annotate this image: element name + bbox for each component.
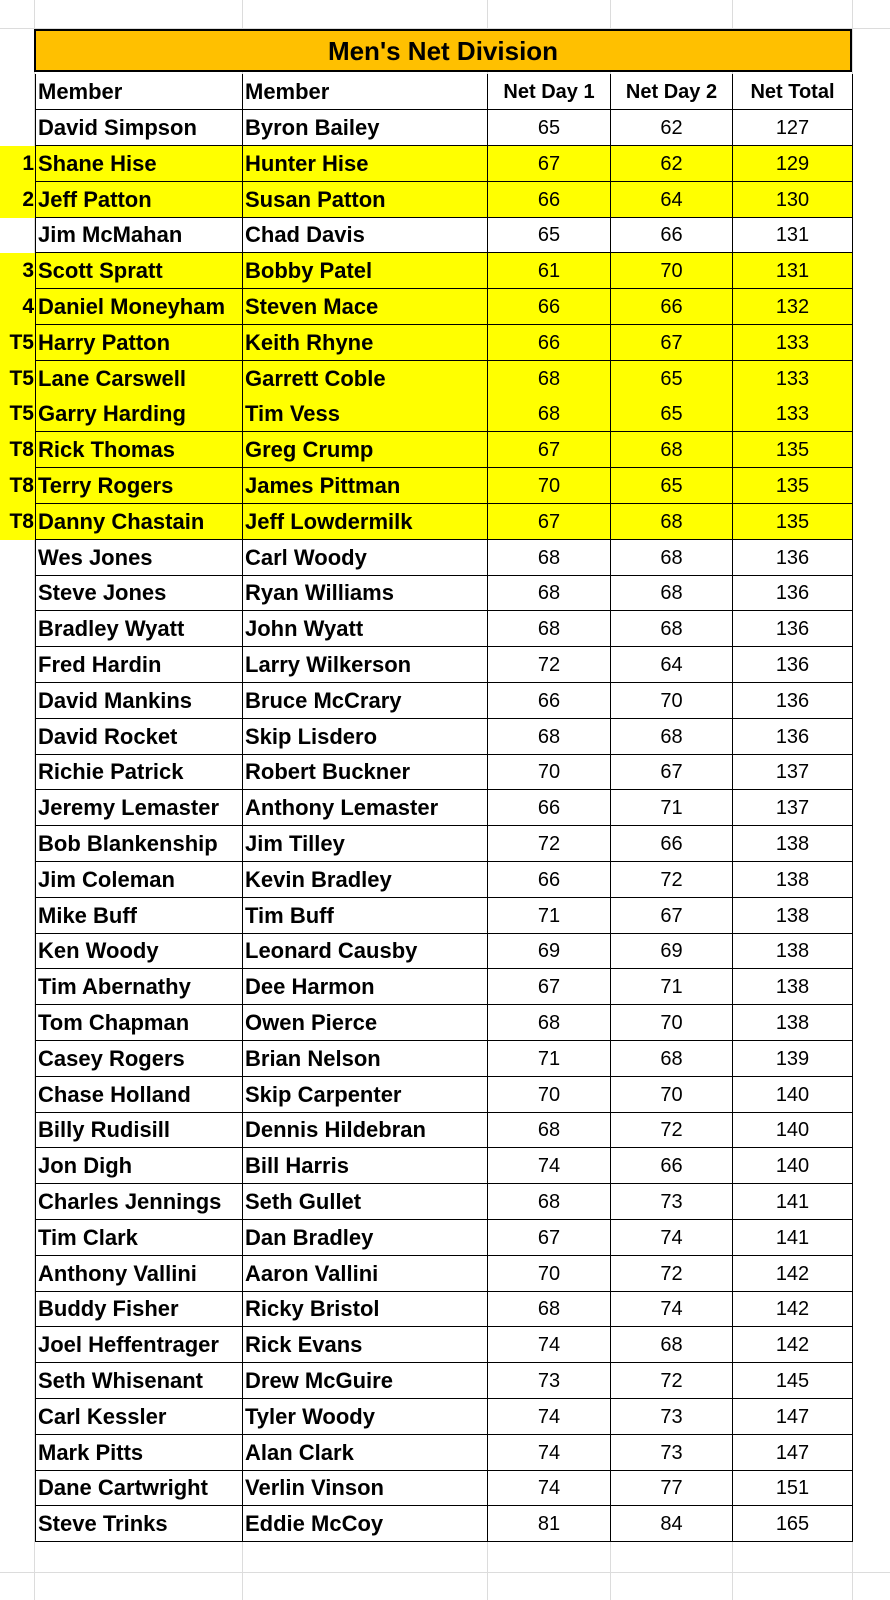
net-total-cell: 151 xyxy=(733,1470,853,1506)
net-day-2-cell: 74 xyxy=(611,1291,733,1327)
member-1-cell: Fred Hardin xyxy=(35,647,243,683)
net-total-cell: 136 xyxy=(733,647,853,683)
member-1-cell: Dane Cartwright xyxy=(35,1470,243,1506)
member-1-cell: Jon Digh xyxy=(35,1148,243,1184)
rank-cell xyxy=(0,1184,35,1220)
rank-cell: T5 xyxy=(0,325,35,361)
net-day-1-cell: 70 xyxy=(488,1256,611,1292)
net-day-2-cell: 68 xyxy=(611,1041,733,1077)
member-1-cell: Harry Patton xyxy=(35,325,243,361)
net-day-2-cell: 84 xyxy=(611,1506,733,1542)
table-row xyxy=(0,719,853,755)
table-row xyxy=(0,504,853,540)
net-total-cell: 142 xyxy=(733,1327,853,1363)
net-total-cell: 135 xyxy=(733,468,853,504)
rank-cell xyxy=(0,1327,35,1363)
member-1-cell: Shane Hise xyxy=(35,146,243,182)
net-day-2-cell: 68 xyxy=(611,719,733,755)
net-day-1-cell: 66 xyxy=(488,683,611,719)
member-1-cell: Mark Pitts xyxy=(35,1435,243,1471)
member-2-cell: Greg Crump xyxy=(243,432,488,468)
table-row xyxy=(0,1041,853,1077)
net-day-2-cell: 65 xyxy=(611,468,733,504)
net-total-cell: 139 xyxy=(733,1041,853,1077)
member-1-cell: Garry Harding xyxy=(35,396,243,432)
table-row xyxy=(0,1148,853,1184)
net-total-cell: 135 xyxy=(733,432,853,468)
net-day-1-cell: 69 xyxy=(488,933,611,969)
net-day-1-cell: 66 xyxy=(488,182,611,218)
net-total-cell: 137 xyxy=(733,790,853,826)
net-day-1-cell: 74 xyxy=(488,1470,611,1506)
net-total-cell: 138 xyxy=(733,826,853,862)
member-1-cell: Lane Carswell xyxy=(35,361,243,397)
net-total-cell: 138 xyxy=(733,1005,853,1041)
net-day-1-cell: 74 xyxy=(488,1327,611,1363)
net-total-cell: 147 xyxy=(733,1399,853,1435)
rank-cell xyxy=(0,1148,35,1184)
table-row xyxy=(0,862,853,898)
table-row xyxy=(0,468,853,504)
net-day-2-cell: 70 xyxy=(611,1005,733,1041)
member-1-cell: Jeremy Lemaster xyxy=(35,790,243,826)
member-2-cell: Brian Nelson xyxy=(243,1041,488,1077)
net-total-cell: 165 xyxy=(733,1506,853,1542)
rank-cell xyxy=(0,575,35,611)
net-day-1-cell: 65 xyxy=(488,110,611,146)
member-1-cell: Scott Spratt xyxy=(35,253,243,289)
member-1-cell: Seth Whisenant xyxy=(35,1363,243,1399)
net-day-1-cell: 71 xyxy=(488,898,611,934)
rank-cell xyxy=(0,1435,35,1471)
division-title: Men's Net Division xyxy=(34,29,852,72)
table-row xyxy=(0,969,853,1005)
net-total-cell: 133 xyxy=(733,361,853,397)
table-row xyxy=(0,1291,853,1327)
net-day-2-cell: 66 xyxy=(611,217,733,253)
member-2-cell: Seth Gullet xyxy=(243,1184,488,1220)
member-1-cell: Steve Jones xyxy=(35,575,243,611)
net-day-2-cell: 64 xyxy=(611,182,733,218)
net-day-1-cell: 66 xyxy=(488,325,611,361)
member-2-cell: Byron Bailey xyxy=(243,110,488,146)
member-2-cell: John Wyatt xyxy=(243,611,488,647)
member-2-cell: Rick Evans xyxy=(243,1327,488,1363)
member-2-cell: Bruce McCrary xyxy=(243,683,488,719)
table-row xyxy=(0,253,853,289)
member-2-cell: Alan Clark xyxy=(243,1435,488,1471)
rank-cell: 3 xyxy=(0,253,35,289)
member-2-cell: Keith Rhyne xyxy=(243,325,488,361)
member-2-cell: Bobby Patel xyxy=(243,253,488,289)
net-day-1-cell: 68 xyxy=(488,1291,611,1327)
net-total-cell: 133 xyxy=(733,396,853,432)
net-day-1-cell: 74 xyxy=(488,1435,611,1471)
member-1-cell: Tom Chapman xyxy=(35,1005,243,1041)
net-day-1-cell: 66 xyxy=(488,790,611,826)
table-row xyxy=(0,396,853,432)
table-row xyxy=(0,325,853,361)
rank-cell: T8 xyxy=(0,504,35,540)
net-day-2-cell: 66 xyxy=(611,1148,733,1184)
net-day-1-cell: 66 xyxy=(488,289,611,325)
table-row xyxy=(0,647,853,683)
member-1-cell: Charles Jennings xyxy=(35,1184,243,1220)
rank-cell: 4 xyxy=(0,289,35,325)
rank-cell xyxy=(0,647,35,683)
rank-cell xyxy=(0,683,35,719)
rank-cell xyxy=(0,540,35,576)
member-1-cell: Wes Jones xyxy=(35,540,243,576)
member-1-cell: Mike Buff xyxy=(35,898,243,934)
net-day-1-cell: 70 xyxy=(488,468,611,504)
net-day-2-cell: 72 xyxy=(611,1256,733,1292)
rank-cell xyxy=(0,611,35,647)
net-day-1-cell: 81 xyxy=(488,1506,611,1542)
rank-cell: T8 xyxy=(0,432,35,468)
net-day-2-cell: 70 xyxy=(611,683,733,719)
member-1-cell: Chase Holland xyxy=(35,1077,243,1113)
net-day-2-cell: 70 xyxy=(611,253,733,289)
member-2-cell: Bill Harris xyxy=(243,1148,488,1184)
member-2-cell: Eddie McCoy xyxy=(243,1506,488,1542)
member-2-cell: James Pittman xyxy=(243,468,488,504)
member-2-cell: Garrett Coble xyxy=(243,361,488,397)
table-row xyxy=(0,1470,853,1506)
member-2-cell: Skip Carpenter xyxy=(243,1077,488,1113)
rank-cell xyxy=(0,754,35,790)
rank-cell xyxy=(0,969,35,1005)
net-day-2-cell: 71 xyxy=(611,790,733,826)
net-total-cell: 141 xyxy=(733,1184,853,1220)
member-2-cell: Larry Wilkerson xyxy=(243,647,488,683)
member-2-cell: Dan Bradley xyxy=(243,1220,488,1256)
member-2-cell: Ryan Williams xyxy=(243,575,488,611)
member-2-cell: Skip Lisdero xyxy=(243,719,488,755)
net-total-cell: 138 xyxy=(733,933,853,969)
net-day-1-cell: 70 xyxy=(488,1077,611,1113)
member-1-cell: Buddy Fisher xyxy=(35,1291,243,1327)
net-day-1-cell: 71 xyxy=(488,1041,611,1077)
net-total-cell: 135 xyxy=(733,504,853,540)
net-day-1-cell: 68 xyxy=(488,361,611,397)
member-2-cell: Aaron Vallini xyxy=(243,1256,488,1292)
net-day-2-cell: 65 xyxy=(611,396,733,432)
member-1-cell: David Mankins xyxy=(35,683,243,719)
net-total-cell: 147 xyxy=(733,1435,853,1471)
net-day-2-cell: 66 xyxy=(611,826,733,862)
net-total-cell: 136 xyxy=(733,719,853,755)
net-total-cell: 136 xyxy=(733,611,853,647)
table-row xyxy=(0,110,853,146)
table-row xyxy=(0,1399,853,1435)
net-day-1-cell: 70 xyxy=(488,754,611,790)
member-2-cell: Carl Woody xyxy=(243,540,488,576)
net-day-1-cell: 68 xyxy=(488,396,611,432)
net-day-2-cell: 72 xyxy=(611,1363,733,1399)
member-1-cell: Jim Coleman xyxy=(35,862,243,898)
rank-cell xyxy=(0,719,35,755)
member-1-cell: Tim Abernathy xyxy=(35,969,243,1005)
rank-cell: 2 xyxy=(0,182,35,218)
member-1-cell: Carl Kessler xyxy=(35,1399,243,1435)
rank-cell: T8 xyxy=(0,468,35,504)
net-day-1-cell: 65 xyxy=(488,217,611,253)
net-day-2-header: Net Day 2 xyxy=(611,74,733,110)
net-total-cell: 131 xyxy=(733,253,853,289)
table-row xyxy=(0,1112,853,1148)
member-2-cell: Jim Tilley xyxy=(243,826,488,862)
net-total-cell: 138 xyxy=(733,862,853,898)
net-day-2-cell: 68 xyxy=(611,504,733,540)
member-2-cell: Ricky Bristol xyxy=(243,1291,488,1327)
net-day-1-cell: 67 xyxy=(488,504,611,540)
member-1-cell: Casey Rogers xyxy=(35,1041,243,1077)
net-total-cell: 127 xyxy=(733,110,853,146)
member-2-cell: Tim Vess xyxy=(243,396,488,432)
table-row xyxy=(0,1184,853,1220)
net-day-2-cell: 72 xyxy=(611,862,733,898)
table-row xyxy=(0,361,853,397)
rank-cell xyxy=(0,862,35,898)
rank-cell xyxy=(0,1363,35,1399)
grid-line xyxy=(0,1572,890,1573)
rank-cell xyxy=(0,933,35,969)
net-day-2-cell: 72 xyxy=(611,1112,733,1148)
member-2-cell: Leonard Causby xyxy=(243,933,488,969)
rank-cell: T5 xyxy=(0,396,35,432)
table-row xyxy=(0,683,853,719)
member-1-cell: Jeff Patton xyxy=(35,182,243,218)
net-day-2-cell: 62 xyxy=(611,146,733,182)
table-row xyxy=(0,575,853,611)
net-day-1-cell: 72 xyxy=(488,826,611,862)
member-2-cell: Robert Buckner xyxy=(243,754,488,790)
member-2-header: Member xyxy=(243,74,488,110)
net-day-2-cell: 67 xyxy=(611,325,733,361)
net-day-1-cell: 74 xyxy=(488,1148,611,1184)
net-day-2-cell: 70 xyxy=(611,1077,733,1113)
member-2-cell: Verlin Vinson xyxy=(243,1470,488,1506)
net-day-2-cell: 73 xyxy=(611,1435,733,1471)
member-1-cell: Steve Trinks xyxy=(35,1506,243,1542)
table-row xyxy=(0,432,853,468)
rank-cell xyxy=(0,1220,35,1256)
member-1-cell: David Rocket xyxy=(35,719,243,755)
net-day-1-cell: 66 xyxy=(488,862,611,898)
rank-cell xyxy=(0,1256,35,1292)
rank-cell xyxy=(0,1077,35,1113)
member-1-cell: Bradley Wyatt xyxy=(35,611,243,647)
net-day-2-cell: 67 xyxy=(611,754,733,790)
net-total-cell: 130 xyxy=(733,182,853,218)
net-total-cell: 145 xyxy=(733,1363,853,1399)
net-day-1-cell: 67 xyxy=(488,146,611,182)
net-day-2-cell: 74 xyxy=(611,1220,733,1256)
table-row xyxy=(0,1220,853,1256)
member-2-cell: Kevin Bradley xyxy=(243,862,488,898)
net-day-1-cell: 74 xyxy=(488,1399,611,1435)
net-day-1-cell: 73 xyxy=(488,1363,611,1399)
net-day-1-cell: 72 xyxy=(488,647,611,683)
table-header xyxy=(0,74,853,110)
table-row xyxy=(0,1363,853,1399)
member-1-cell: Daniel Moneyham xyxy=(35,289,243,325)
rank-cell xyxy=(0,898,35,934)
table-row xyxy=(0,1256,853,1292)
net-total-cell: 138 xyxy=(733,969,853,1005)
net-total-cell: 138 xyxy=(733,898,853,934)
net-day-2-cell: 68 xyxy=(611,540,733,576)
rank-cell xyxy=(0,826,35,862)
net-day-1-cell: 68 xyxy=(488,1184,611,1220)
member-1-cell: Joel Heffentrager xyxy=(35,1327,243,1363)
rank-cell xyxy=(0,1005,35,1041)
rank-cell xyxy=(0,1291,35,1327)
member-1-header: Member xyxy=(35,74,243,110)
net-total-cell: 132 xyxy=(733,289,853,325)
net-day-2-cell: 77 xyxy=(611,1470,733,1506)
net-total-cell: 140 xyxy=(733,1077,853,1113)
net-day-2-cell: 68 xyxy=(611,611,733,647)
net-day-1-header: Net Day 1 xyxy=(488,74,611,110)
net-day-2-cell: 62 xyxy=(611,110,733,146)
member-1-cell: Terry Rogers xyxy=(35,468,243,504)
member-2-cell: Jeff Lowdermilk xyxy=(243,504,488,540)
net-day-2-cell: 67 xyxy=(611,898,733,934)
member-2-cell: Susan Patton xyxy=(243,182,488,218)
member-1-cell: Bob Blankenship xyxy=(35,826,243,862)
table-row xyxy=(0,182,853,218)
net-day-2-cell: 66 xyxy=(611,289,733,325)
net-total-cell: 129 xyxy=(733,146,853,182)
table-row xyxy=(0,1005,853,1041)
table-row xyxy=(0,217,853,253)
net-total-cell: 142 xyxy=(733,1256,853,1292)
rank-cell: 1 xyxy=(0,146,35,182)
member-1-cell: Danny Chastain xyxy=(35,504,243,540)
net-day-2-cell: 68 xyxy=(611,575,733,611)
net-day-1-cell: 61 xyxy=(488,253,611,289)
rank-cell xyxy=(0,217,35,253)
net-total-cell: 133 xyxy=(733,325,853,361)
net-total-header: Net Total xyxy=(733,74,853,110)
member-2-cell: Hunter Hise xyxy=(243,146,488,182)
net-total-cell: 136 xyxy=(733,683,853,719)
net-day-1-cell: 68 xyxy=(488,611,611,647)
member-1-cell: Rick Thomas xyxy=(35,432,243,468)
net-day-1-cell: 67 xyxy=(488,432,611,468)
net-day-2-cell: 71 xyxy=(611,969,733,1005)
rank-cell xyxy=(0,1112,35,1148)
net-day-1-cell: 68 xyxy=(488,1005,611,1041)
rank-cell xyxy=(0,790,35,826)
net-day-1-cell: 68 xyxy=(488,1112,611,1148)
member-1-cell: Ken Woody xyxy=(35,933,243,969)
net-day-1-cell: 68 xyxy=(488,719,611,755)
table-row xyxy=(0,754,853,790)
net-total-cell: 140 xyxy=(733,1148,853,1184)
net-day-1-cell: 68 xyxy=(488,575,611,611)
table-row xyxy=(0,289,853,325)
net-total-cell: 131 xyxy=(733,217,853,253)
rank-cell xyxy=(0,1399,35,1435)
net-day-2-cell: 73 xyxy=(611,1399,733,1435)
net-day-1-cell: 67 xyxy=(488,969,611,1005)
table-row xyxy=(0,826,853,862)
table-row xyxy=(0,898,853,934)
rank-cell xyxy=(0,1470,35,1506)
member-2-cell: Drew McGuire xyxy=(243,1363,488,1399)
net-total-cell: 136 xyxy=(733,575,853,611)
table-row xyxy=(0,146,853,182)
net-day-2-cell: 64 xyxy=(611,647,733,683)
net-day-1-cell: 68 xyxy=(488,540,611,576)
table-row xyxy=(0,1506,853,1542)
net-day-2-cell: 68 xyxy=(611,432,733,468)
member-1-cell: David Simpson xyxy=(35,110,243,146)
member-1-cell: Anthony Vallini xyxy=(35,1256,243,1292)
net-total-cell: 140 xyxy=(733,1112,853,1148)
net-total-cell: 141 xyxy=(733,1220,853,1256)
table-row xyxy=(0,611,853,647)
net-total-cell: 136 xyxy=(733,540,853,576)
member-1-cell: Jim McMahan xyxy=(35,217,243,253)
member-2-cell: Anthony Lemaster xyxy=(243,790,488,826)
net-total-cell: 137 xyxy=(733,754,853,790)
rank-cell xyxy=(0,1506,35,1542)
net-day-2-cell: 68 xyxy=(611,1327,733,1363)
member-2-cell: Dennis Hildebran xyxy=(243,1112,488,1148)
rank-cell xyxy=(0,1041,35,1077)
rank-header xyxy=(0,74,35,110)
table-row xyxy=(0,1327,853,1363)
net-total-cell: 142 xyxy=(733,1291,853,1327)
table-row xyxy=(0,1077,853,1113)
member-2-cell: Chad Davis xyxy=(243,217,488,253)
member-2-cell: Owen Pierce xyxy=(243,1005,488,1041)
net-day-2-cell: 73 xyxy=(611,1184,733,1220)
member-2-cell: Tim Buff xyxy=(243,898,488,934)
member-1-cell: Billy Rudisill xyxy=(35,1112,243,1148)
member-1-cell: Richie Patrick xyxy=(35,754,243,790)
member-1-cell: Tim Clark xyxy=(35,1220,243,1256)
member-2-cell: Tyler Woody xyxy=(243,1399,488,1435)
table-row xyxy=(0,933,853,969)
net-day-2-cell: 69 xyxy=(611,933,733,969)
table-row xyxy=(0,790,853,826)
rank-cell xyxy=(0,110,35,146)
net-day-2-cell: 65 xyxy=(611,361,733,397)
net-day-1-cell: 67 xyxy=(488,1220,611,1256)
rank-cell: T5 xyxy=(0,361,35,397)
member-2-cell: Steven Mace xyxy=(243,289,488,325)
table-row xyxy=(0,1435,853,1471)
table-row xyxy=(0,540,853,576)
member-2-cell: Dee Harmon xyxy=(243,969,488,1005)
